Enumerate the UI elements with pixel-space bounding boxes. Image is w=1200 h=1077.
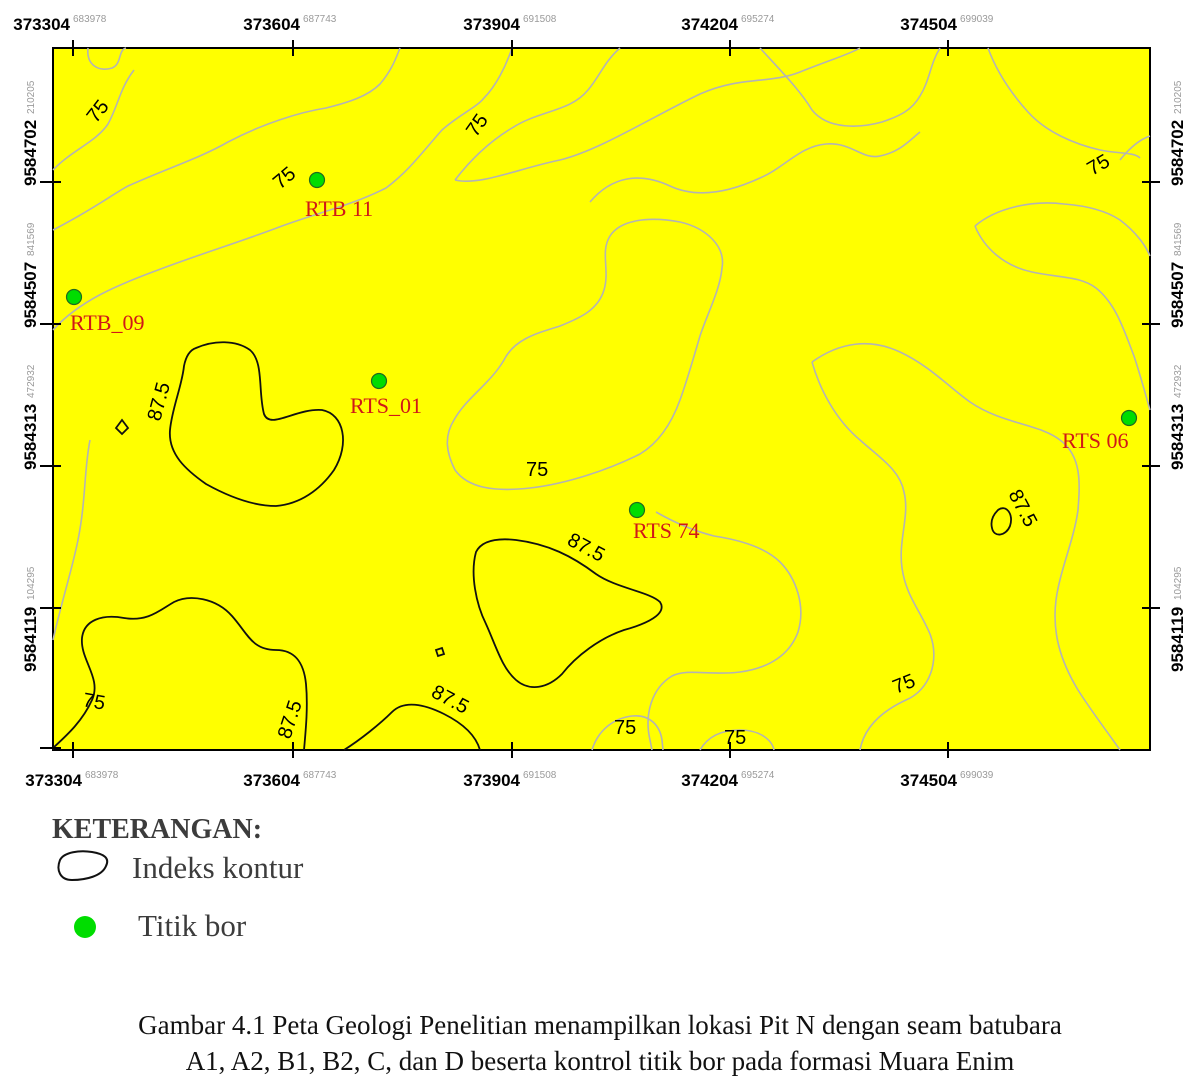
y-coord-right-2: 9584507: [1168, 261, 1187, 328]
x-coord-bottom-4: 374204: [681, 771, 738, 790]
x-coord-top-2: 373604: [243, 15, 300, 34]
borehole-label: RTB 11: [305, 196, 374, 221]
borehole-legend-icon: [74, 916, 96, 938]
contour-label-87-5: 87.5: [143, 379, 175, 424]
legend-borehole-label: Titik bor: [138, 908, 247, 943]
contour-label-87-5: 87.5: [1003, 486, 1042, 531]
x-coord-bottom-3-minor: 691508: [523, 770, 557, 781]
borehole-point: [1122, 411, 1137, 426]
x-coord-top-3: 373904: [463, 15, 520, 34]
y-coord-right-4-minor: 104295: [1173, 566, 1184, 600]
legend-index-contour-label: Indeks kontur: [132, 850, 304, 885]
x-coord-top-3-minor: 691508: [523, 14, 557, 25]
borehole-point: [630, 503, 645, 518]
x-coord-bottom-4-minor: 695274: [741, 770, 775, 781]
borehole-label: RTS 74: [633, 518, 700, 543]
x-coord-top-5: 374504: [900, 15, 957, 34]
y-coord-left-3-minor: 472932: [26, 364, 37, 398]
legend-title: KETERANGAN:: [52, 814, 263, 845]
contour-label-75: 75: [82, 96, 114, 128]
borehole-label: RTB_09: [70, 310, 145, 335]
x-coord-bottom-3: 373904: [463, 771, 520, 790]
x-coord-top-4-minor: 695274: [741, 14, 775, 25]
contour-label-75: 75: [889, 669, 919, 699]
borehole-label: RTS 06: [1062, 428, 1129, 453]
y-coord-right-2-minor: 841569: [1173, 222, 1184, 256]
y-coord-right-1: 9584702: [1168, 119, 1187, 186]
index-contour-legend-icon: [59, 851, 108, 880]
contour-label-75: 75: [1083, 150, 1114, 181]
contour-label-87-5: 87.5: [273, 697, 307, 742]
borehole-point: [310, 173, 325, 188]
contour-label-75: 75: [81, 689, 107, 715]
borehole-point: [372, 374, 387, 389]
x-coord-bottom-2-minor: 687743: [303, 770, 337, 781]
y-coord-left-2: 9584507: [21, 261, 40, 328]
x-coord-bottom-1: 373304: [25, 771, 82, 790]
y-coord-left-4-minor: 104295: [26, 566, 37, 600]
figure-caption-line-1: Gambar 4.1 Peta Geologi Penelitian menampilkan lokasi Pit N dengan seam batubara: [138, 1010, 1062, 1040]
borehole-point: [67, 290, 82, 305]
figure-caption-line-2: A1, A2, B1, B2, C, dan D beserta kontrol titik bor pada formasi Muara Enim: [185, 1046, 1015, 1076]
x-coord-top-4: 374204: [681, 15, 738, 34]
y-coord-right-3-minor: 472932: [1173, 364, 1184, 398]
y-coord-right-4: 9584119: [1168, 606, 1187, 672]
x-coord-bottom-5: 374504: [900, 771, 957, 790]
contour-label-87-5: 87.5: [427, 680, 473, 719]
contour-label-75: 75: [724, 727, 747, 749]
y-coord-left-2-minor: 841569: [26, 222, 37, 256]
y-coord-right-1-minor: 210205: [1173, 80, 1184, 114]
y-coord-right-3: 9584313: [1168, 403, 1187, 470]
x-coord-bottom-2: 373604: [243, 771, 300, 790]
x-coord-top-1-minor: 683978: [73, 14, 107, 25]
contour-label-75: 75: [269, 162, 301, 194]
y-coord-left-3: 9584313: [21, 403, 40, 470]
x-coord-top-1: 373304: [13, 15, 70, 34]
contour-label-75: 75: [462, 110, 493, 141]
x-coord-top-2-minor: 687743: [303, 14, 337, 25]
map-frame: [53, 48, 1150, 750]
x-coord-bottom-5-minor: 699039: [960, 770, 994, 781]
x-coord-bottom-1-minor: 683978: [85, 770, 119, 781]
y-coord-left-4: 9584119: [21, 606, 40, 672]
borehole-label: RTS_01: [350, 393, 423, 418]
y-coord-left-1-minor: 210205: [26, 80, 37, 114]
contour-label-87-5: 87.5: [563, 528, 609, 567]
contour-label-75: 75: [526, 459, 549, 481]
y-coord-left-1: 9584702: [21, 119, 40, 186]
contour-label-75: 75: [614, 717, 637, 739]
x-coord-top-5-minor: 699039: [960, 14, 994, 25]
